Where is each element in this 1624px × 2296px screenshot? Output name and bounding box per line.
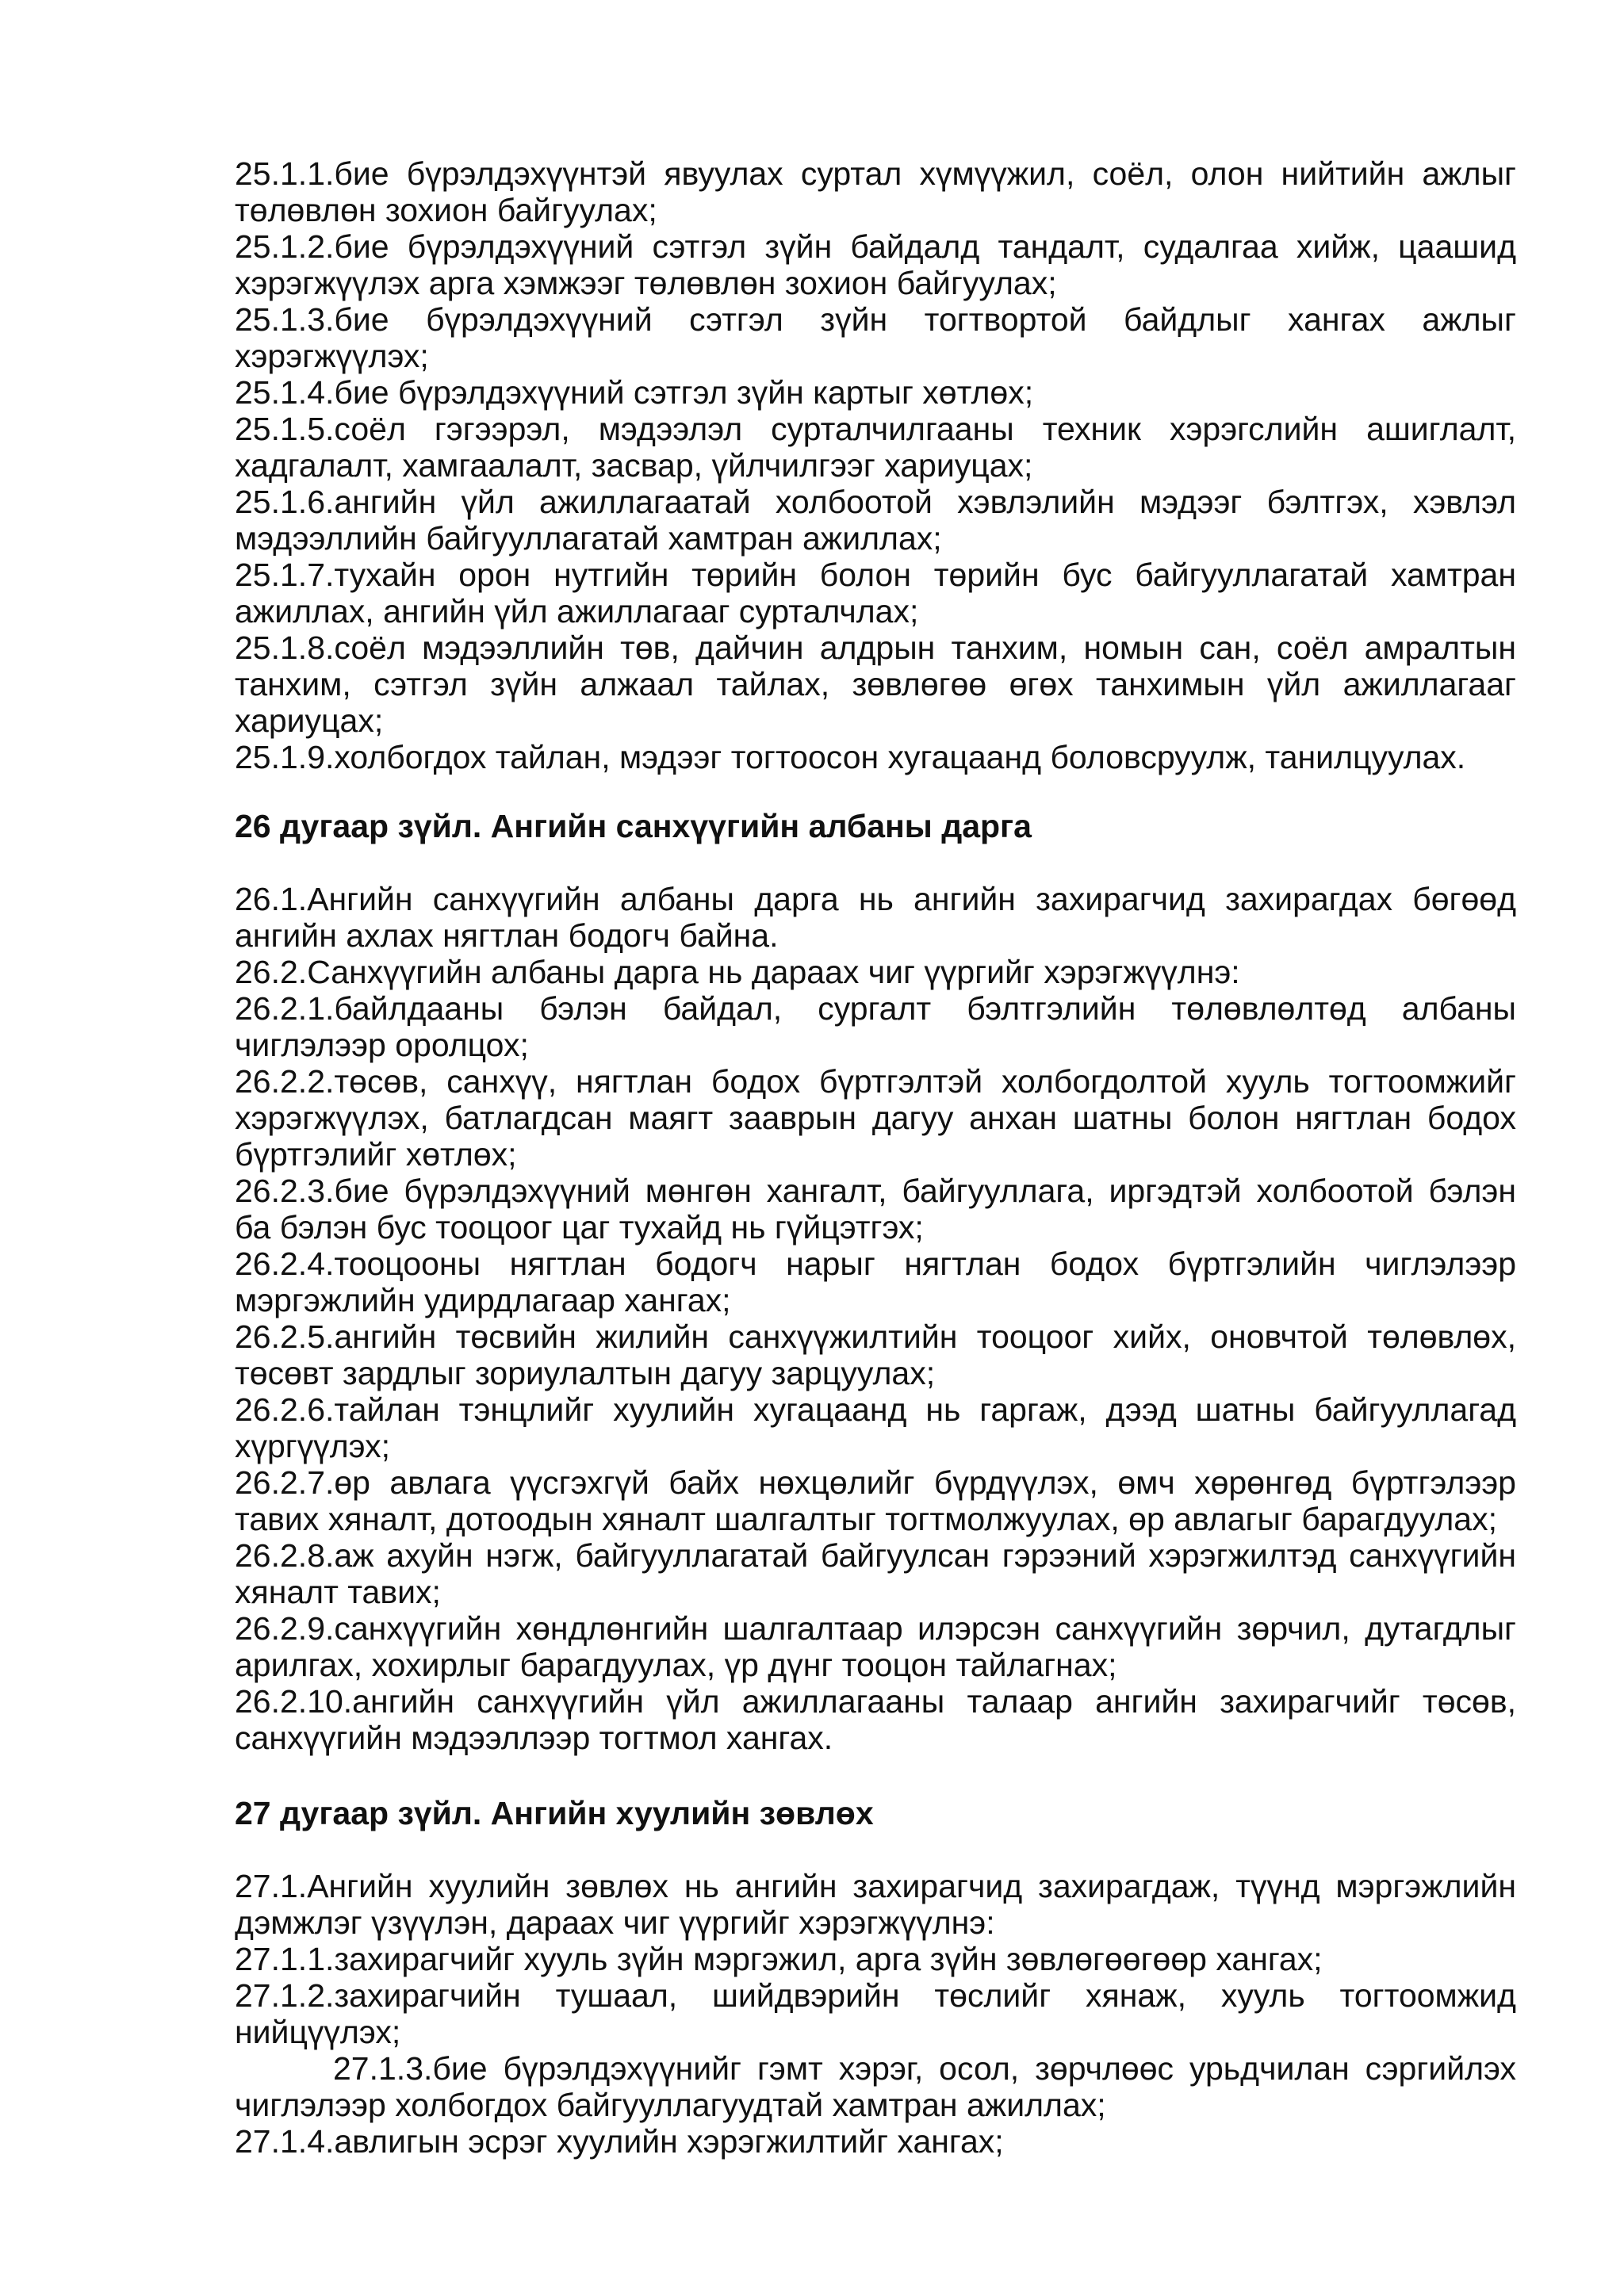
paragraph-26-2-5: 26.2.5.ангийн төсвийн жилийн санхүүжилтийн тооцоог хийх, оновчтой төлөвлөх, төсөвт зардлыг зориулалтын дагуу зарцуулах; bbox=[235, 1318, 1516, 1391]
paragraph-27-1-3: 27.1.3.бие бүрэлдэхүүнийг гэмт хэрэг, осол, зөрчлөөс урьдчилан сэргийлэх чиглэлээр холбогдох байгууллагуудтай хамтран ажиллах; bbox=[235, 2050, 1516, 2123]
section-27 bbox=[235, 1795, 1516, 2160]
paragraph-25-1-3: 25.1.3.бие бүрэлдэхүүний сэтгэл зүйн тогтвортой байдлыг хангах ажлыг хэрэгжүүлэх; bbox=[235, 301, 1516, 374]
paragraph-26-2-8: 26.2.8.аж ахуйн нэгж, байгууллагатай байгуулсан гэрээний хэрэгжилтэд санхүүгийн хяналт тавих; bbox=[235, 1537, 1516, 1610]
document-page bbox=[235, 155, 1516, 2160]
paragraph-25-1-4: 25.1.4.бие бүрэлдэхүүний сэтгэл зүйн картыг хөтлөх; bbox=[235, 374, 1034, 411]
paragraph-25-1-2: 25.1.2.бие бүрэлдэхүүний сэтгэл зүйн байдалд тандалт, судалгаа хийж, цаашид хэрэгжүүлэх арга хэмжээг төлөвлөн зохион байгуулах; bbox=[235, 228, 1516, 301]
paragraph-25-1-8: 25.1.8.соёл мэдээллийн төв, дайчин алдрын танхим, номын сан, соёл амралтын танхим, сэтгэл зүйн алжаал тайлах, зөвлөгөө өгөх танхимын үйл ажиллагааг хариуцах; bbox=[235, 629, 1516, 739]
section-26 bbox=[235, 808, 1516, 1756]
paragraph-25-1-7: 25.1.7.тухайн орон нутгийн төрийн болон төрийн бус байгууллагатай хамтран ажиллах, ангийн үйл ажиллагааг сурталчлах; bbox=[235, 557, 1516, 629]
section-heading-26: 26 дугаар зүйл. Ангийн санхүүгийн албаны дарга bbox=[235, 808, 1032, 844]
paragraph-26-2-6: 26.2.6.тайлан тэнцлийг хуулийн хугацаанд нь гаргаж, дээд шатны байгууллагад хүргүүлэх; bbox=[235, 1391, 1516, 1464]
paragraph-26-2-2: 26.2.2.төсөв, санхүү, нягтлан бодох бүртгэлтэй холбогдолтой хууль тогтоомжийг хэрэгжүүлэх, батлагдсан маягт зааврын дагуу анхан шатны болон нягтлан бодох бүртгэлийг хөтлөх; bbox=[235, 1063, 1516, 1173]
paragraph-27-1-4: 27.1.4.авлигын эсрэг хуулийн хэрэгжилтийг хангах; bbox=[235, 2123, 1004, 2160]
paragraph-25-1-6: 25.1.6.ангийн үйл ажиллагаатай холбоотой хэвлэлийн мэдээг бэлтгэх, хэвлэл мэдээллийн байгууллагатай хамтран ажиллах; bbox=[235, 484, 1516, 557]
paragraph-25-1-9: 25.1.9.холбогдох тайлан, мэдээг тогтоосон хугацаанд боловсруулж, танилцуулах. bbox=[235, 739, 1466, 775]
paragraph-26-2-1: 26.2.1.байлдааны бэлэн байдал, сургалт бэлтгэлийн төлөвлөлтөд албаны чиглэлээр оролцох; bbox=[235, 990, 1516, 1063]
paragraph-26-1: 26.1.Ангийн санхүүгийн албаны дарга нь ангийн захирагчид захирагдах бөгөөд ангийн ахлах нягтлан бодогч байна. bbox=[235, 881, 1516, 954]
paragraph-26-2-7: 26.2.7.өр авлага үүсгэхгүй байх нөхцөлийг бүрдүүлэх, өмч хөрөнгөд бүртгэлээр тавих хяналт, дотоодын хяналт шалгалтыг тогтмолжуулах, өр авлагыг барагдуулах; bbox=[235, 1464, 1516, 1537]
paragraph-25-1-5: 25.1.5.соёл гэгээрэл, мэдээлэл сурталчилгааны техник хэрэгслийн ашиглалт, хадгалалт, хамгаалалт, засвар, үйлчилгээг хариуцах; bbox=[235, 411, 1516, 484]
paragraph-27-1-2: 27.1.2.захирагчийн тушаал, шийдвэрийн төслийг хянаж, хууль тогтоомжид нийцүүлэх; bbox=[235, 1977, 1516, 2050]
paragraph-27-1: 27.1.Ангийн хуулийн зөвлөх нь ангийн захирагчид захирагдаж, түүнд мэргэжлийн дэмжлэг үзүүлэн, дараах чиг үүргийг хэрэгжүүлнэ: bbox=[235, 1868, 1516, 1941]
paragraph-26-2-3: 26.2.3.бие бүрэлдэхүүний мөнгөн хангалт, байгууллага, иргэдтэй холбоотой бэлэн ба бэлэн бус тооцоог цаг тухайд нь гүйцэтгэх; bbox=[235, 1173, 1516, 1246]
paragraph-26-2-10: 26.2.10.ангийн санхүүгийн үйл ажиллагааны талаар ангийн захирагчийг төсөв, санхүүгийн мэдээллээр тогтмол хангах. bbox=[235, 1683, 1516, 1756]
paragraph-27-1-1: 27.1.1.захирагчийг хууль зүйн мэргэжил, арга зүйн зөвлөгөөгөөр хангах; bbox=[235, 1941, 1323, 1977]
paragraph-26-2: 26.2.Санхүүгийн албаны дарга нь дараах чиг үүргийг хэрэгжүүлнэ: bbox=[235, 954, 1240, 990]
paragraph-25-1-1: 25.1.1.бие бүрэлдэхүүнтэй явуулах суртал хүмүүжил, соёл, олон нийтийн ажлыг төлөвлөн зохион байгуулах; bbox=[235, 155, 1516, 228]
section-25-continuation bbox=[235, 155, 1516, 775]
section-heading-27: 27 дугаар зүйл. Ангийн хуулийн зөвлөх bbox=[235, 1795, 874, 1831]
paragraph-26-2-4: 26.2.4.тооцооны нягтлан бодогч нарыг нягтлан бодох бүртгэлийн чиглэлээр мэргэжлийн удирдлагаар хангах; bbox=[235, 1246, 1516, 1318]
paragraph-26-2-9: 26.2.9.санхүүгийн хөндлөнгийн шалгалтаар илэрсэн санхүүгийн зөрчил, дутагдлыг арилгах, хохирлыг барагдуулах, үр дүнг тооцон тайлагнах; bbox=[235, 1610, 1516, 1683]
